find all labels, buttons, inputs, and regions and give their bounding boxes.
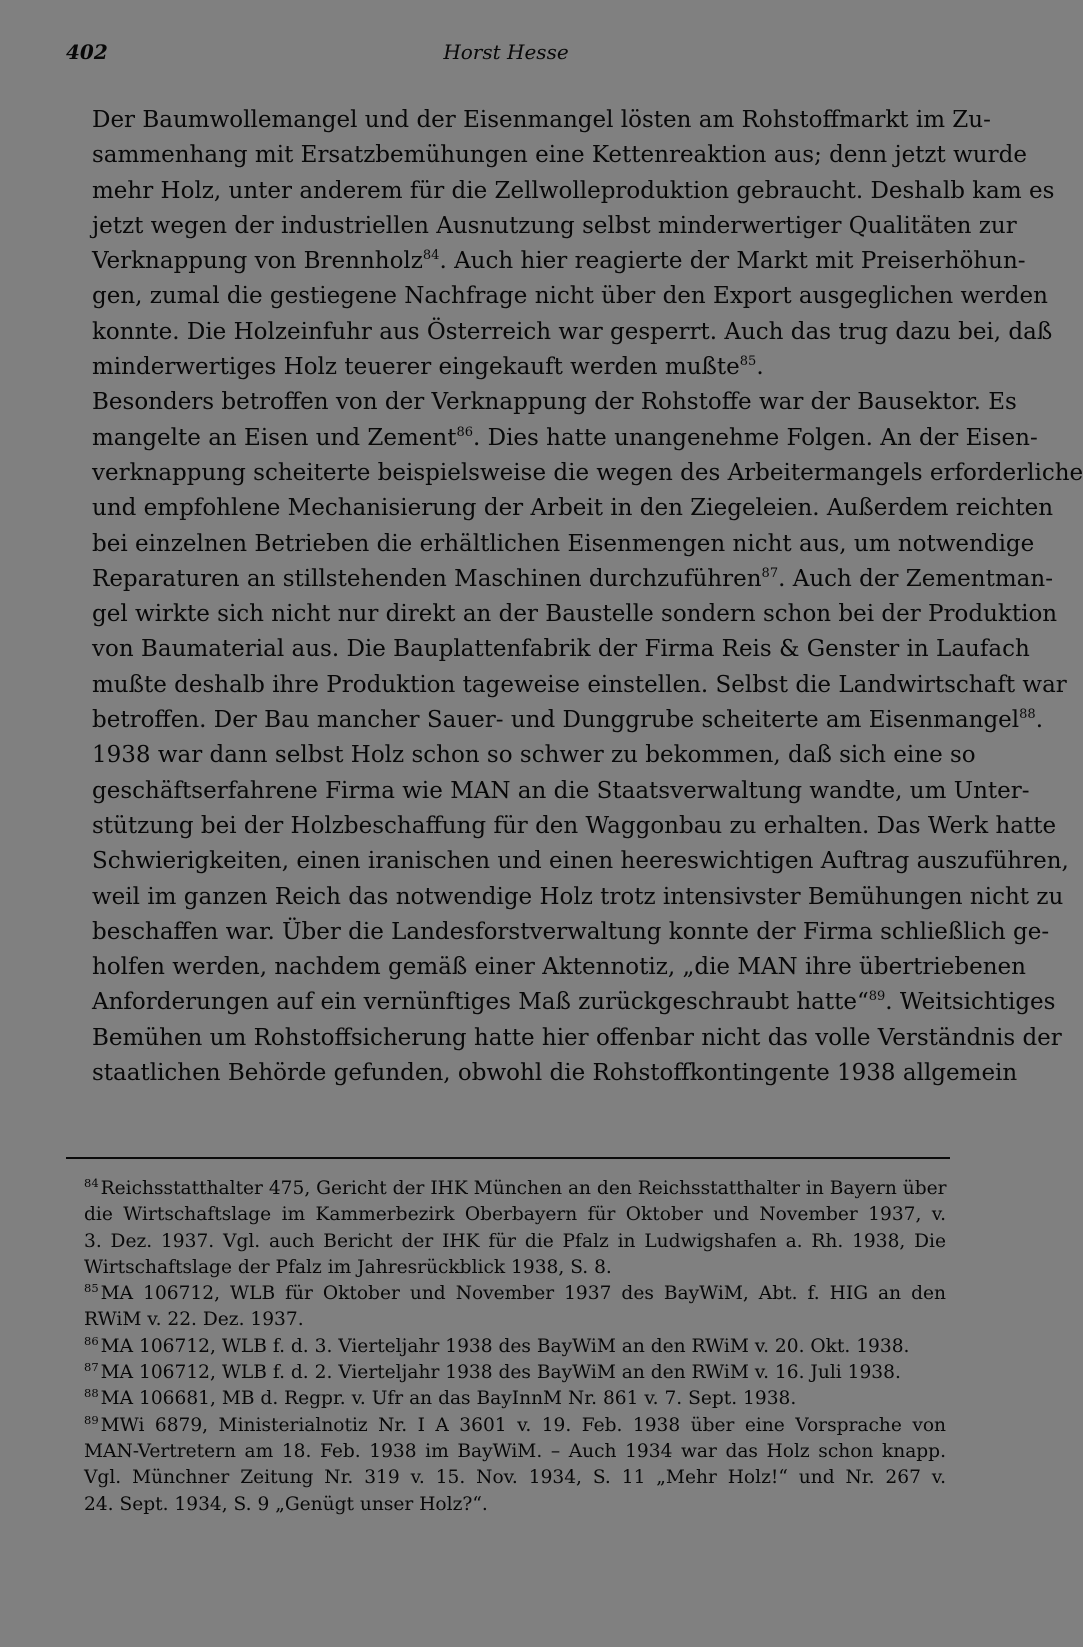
footnote-line <box>66 1281 946 1307</box>
text-line <box>66 703 1044 738</box>
footnote-number: 89 <box>84 1412 99 1427</box>
text-line: und empfohlene Mechanisierung der Arbeit in den Ziegeleien. Außerdem reichten <box>92 495 1054 522</box>
text-line: weil im ganzen Reich das notwendige Holz trotz intensivster Bemühungen nicht zu <box>92 883 1064 910</box>
text-line: mehr Holz, unter anderem für die Zellwolleproduktion gebraucht. Deshalb kam es <box>92 177 1055 204</box>
footnote-reference: 85 <box>739 354 757 370</box>
footnote-line <box>66 1413 946 1439</box>
text-line <box>66 350 950 385</box>
footnote-line: MAN-Vertretern am 18. Feb. 1938 im BayWiM. – Auch 1934 war das Holz schon knapp. <box>84 1440 946 1462</box>
footnote-separator-rule <box>66 1157 950 1159</box>
text-line: bei einzelnen Betrieben die erhältlichen Eisenmengen nicht aus, um notwendige <box>92 530 1035 557</box>
footnote-line: Wirtschaftslage der Pfalz im Jahresrückblick 1938, S. 8. <box>84 1256 612 1278</box>
paragraph <box>66 738 1069 1091</box>
text-line: gel wirkte sich nicht nur direkt an der Baustelle sondern schon bei der Produktion <box>92 601 1058 628</box>
text-line: verknappung scheiterte beispielsweise die wegen des Arbeitermangels erforderliche <box>92 459 1083 486</box>
footnote-text: MA 106681, MB d. Regpr. v. Ufr an das BayInnM Nr. 861 v. 7. Sept. 1938. <box>100 1388 797 1410</box>
footnote-text: MA 106712, WLB für Oktober und November 1937 des BayWiM, Abt. f. HIG an den <box>100 1283 946 1305</box>
footnote-line <box>66 1386 946 1412</box>
footnote-line: 24. Sept. 1934, S. 9 „Genügt unser Holz?“. <box>84 1493 488 1515</box>
footnote-line <box>66 1360 946 1386</box>
footnote <box>66 1176 946 1281</box>
text-line: beschaffen war. Über die Landesforstverwaltung konnte der Firma schließlich ge- <box>92 918 1050 945</box>
footnote-reference: 88 <box>1019 707 1036 723</box>
footnote-text: MA 106712, WLB f. d. 2. Vierteljahr 1938 des BayWiM an den RWiM v. 16. Juli 1938. <box>100 1362 901 1384</box>
text-line: von Baumaterial aus. Die Bauplattenfabrik der Firma Reis & Genster in Laufach <box>92 636 1030 663</box>
footnote-reference: 86 <box>456 424 473 440</box>
body-text <box>66 103 1083 1091</box>
text-line: geschäftserfahrene Firma wie MAN an die Staatsverwaltung wandte, um Unter- <box>92 777 1030 804</box>
text-line: Der Baumwollemangel und der Eisenmangel lösten am Rohstoffmarkt im Zu- <box>92 107 991 133</box>
footnote-line: die Wirtschaftslage im Kammerbezirk Oberbayern für Oktober und November 1937, v. <box>84 1204 946 1226</box>
text-line: holfen werden, nachdem gemäß einer Aktennotiz, „die MAN ihre übertriebenen <box>92 954 1026 981</box>
footnote-reference: 87 <box>761 565 779 581</box>
footnote-line: 3. Dez. 1937. Vgl. auch Bericht der IHK für die Pfalz in Ludwigshafen a. Rh. 1938, Die <box>84 1230 946 1252</box>
line-text: Verknappung von Brennholz <box>92 248 423 275</box>
text-line: staatlichen Behörde gefunden, obwohl die Rohstoffkontingente 1938 allgemein <box>92 1060 1018 1087</box>
footnote-line <box>66 1176 946 1202</box>
line-text: . Dies hatte unangenehme Folgen. An der Eisen- <box>473 424 1038 451</box>
line-text: mangelte an Eisen und Zement <box>92 424 457 451</box>
text-line <box>66 562 1053 597</box>
line-text: . Auch der Zementman- <box>778 565 1053 592</box>
line-text: . Weitsichtiges <box>885 989 1056 1016</box>
paragraph <box>66 385 1083 738</box>
line-text: . <box>1035 707 1044 734</box>
line-text: . <box>756 354 764 381</box>
footnote-line <box>66 1334 946 1360</box>
text-line: konnte. Die Holzeinfuhr aus Österreich war gesperrt. Auch das trug dazu bei, daß <box>92 318 1053 345</box>
footnote <box>66 1334 946 1360</box>
text-line <box>66 421 1038 456</box>
footnote-number: 87 <box>84 1360 99 1375</box>
text-line: jetzt wegen der industriellen Ausnutzung selbst minderwertiger Qualitäten zur <box>92 212 1017 239</box>
text-line <box>66 985 1056 1020</box>
text-line: Schwierigkeiten, einen iranischen und einen heereswichtigen Auftrag auszuführen, <box>92 848 1069 875</box>
footnote-number: 85 <box>84 1281 99 1296</box>
footnote-text: Reichsstatthalter 475, Gericht der IHK München an den Reichsstatthalter in Bayern über <box>100 1178 947 1199</box>
text-line: stützung bei der Holzbeschaffung für den Waggonbau zu erhalten. Das Werk hatte <box>92 812 1057 839</box>
page-number: 402 <box>66 40 108 64</box>
text-line: Besonders betroffen von der Verknappung der Rohstoffe war der Bausektor. Es <box>92 389 1017 416</box>
footnote-reference: 89 <box>868 989 886 1005</box>
text-line <box>66 244 1026 279</box>
footnote-line: RWiM v. 22. Dez. 1937. <box>84 1309 304 1331</box>
line-text: Reparaturen an stillstehenden Maschinen durchzuführen <box>92 565 762 592</box>
footnote-number: 88 <box>84 1386 99 1401</box>
line-text: . Auch hier reagierte der Markt mit Preiserhöhun- <box>439 248 1026 275</box>
text-line: mußte deshalb ihre Produktion tageweise einstellen. Selbst die Landwirtschaft war <box>92 671 1067 698</box>
footnotes <box>66 1176 946 1518</box>
line-text: betroffen. Der Bau mancher Sauer- und Dunggrube scheiterte am Eisenmangel <box>92 707 1020 734</box>
line-text: minderwertiges Holz teuerer eingekauft werden mußte <box>92 354 740 381</box>
footnote-number: 84 <box>84 1176 99 1190</box>
footnote <box>66 1281 946 1334</box>
footnote <box>66 1413 946 1518</box>
footnote-reference: 84 <box>422 248 440 264</box>
running-head-author: Horst Hesse <box>443 40 569 64</box>
footnote-text: MA 106712, WLB f. d. 3. Vierteljahr 1938 des BayWiM an den RWiM v. 20. Okt. 1938. <box>100 1335 910 1357</box>
footnote <box>66 1386 946 1412</box>
footnote-line: Vgl. Münchner Zeitung Nr. 319 v. 15. Nov. 1934, S. 11 „Mehr Holz!“ und Nr. 267 v. <box>84 1467 946 1489</box>
text-line: 1938 war dann selbst Holz schon so schwer zu bekommen, daß sich eine so <box>92 742 976 769</box>
footnote-number: 86 <box>84 1333 99 1348</box>
footnote-text: MWi 6879, Ministerialnotiz Nr. I A 3601 v. 19. Feb. 1938 über eine Vorsprache von <box>100 1414 946 1436</box>
running-header <box>66 40 946 70</box>
line-text: Anforderungen auf ein vernünftiges Maß zurückgeschraubt hatte“ <box>92 989 869 1016</box>
footnote <box>66 1360 946 1386</box>
text-line: gen, zumal die gestiegene Nachfrage nicht über den Export ausgeglichen werden <box>92 283 1048 310</box>
text-line: Bemühen um Rohstoffsicherung hatte hier offenbar nicht das volle Verständnis der <box>92 1024 1062 1051</box>
paragraph <box>66 103 1055 385</box>
text-line: sammenhang mit Ersatzbemühungen eine Kettenreaktion aus; denn jetzt wurde <box>92 142 1027 169</box>
